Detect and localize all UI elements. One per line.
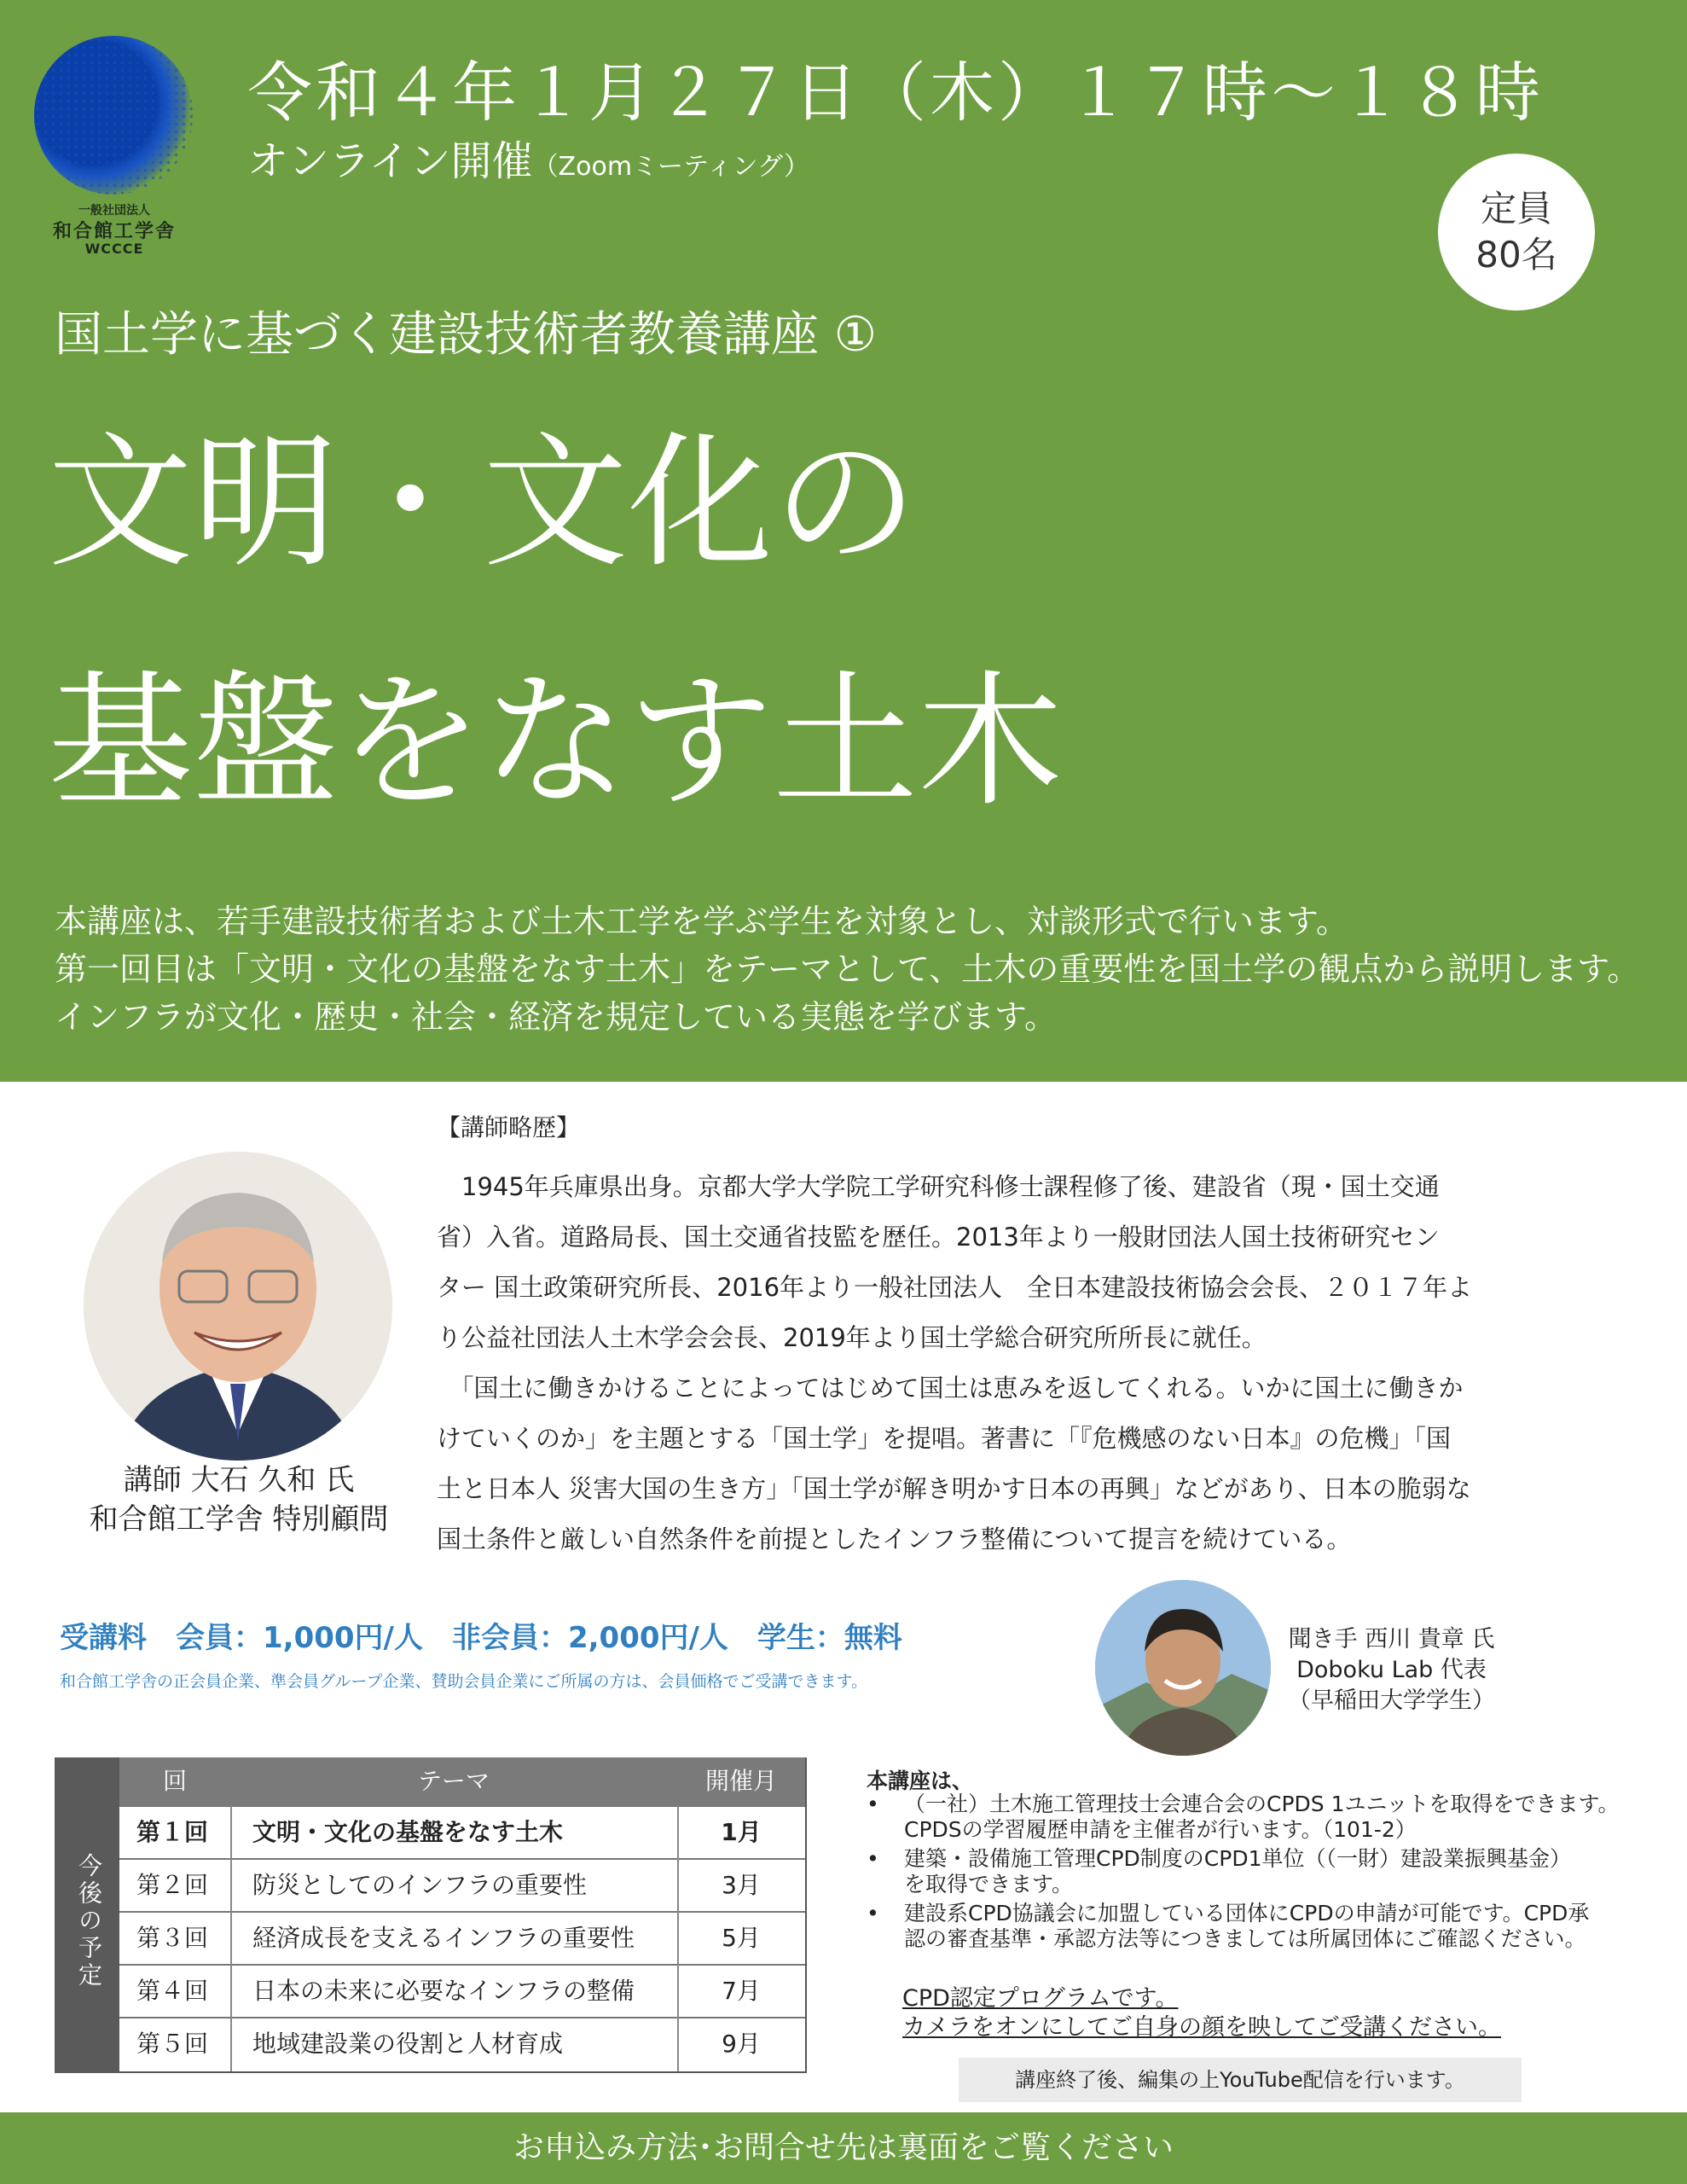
table-row (119, 1805, 805, 1858)
cpd-notes (902, 1984, 1501, 2042)
event-venue (247, 128, 809, 187)
interviewer-affil: （早稲田大学学生） (1288, 1687, 1495, 1714)
cpd-bullet (867, 1901, 1620, 1952)
row-no: 第４回 (136, 1977, 209, 2005)
row-month: 1月 (721, 1818, 762, 1846)
bio-line: 1945年兵庫県出身。京都大学大学院工学研究科修士課程修了後、建設省（現・国土交通 (437, 1172, 1440, 1201)
row-no: 第２回 (136, 1871, 209, 1899)
cpd-bullet-line: 建築・設備施工管理CPD制度のCPD1単位（（一財）建設業振興基金） (904, 1846, 1571, 1871)
bio-line: 省）入省。道路局長、国土交通省技監を歴任。2013年より一般財団法人国土技術研究セン (437, 1223, 1440, 1252)
cpd-list (867, 1792, 1620, 1952)
cpd-bullet-line: 建設系CPD協議会に加盟している団体にCPDの申請が可能です。CPD承 (904, 1901, 1590, 1926)
schedule-side-text: 今後の予定 (75, 1853, 103, 1989)
bio-text (437, 1162, 1472, 1565)
logo-org-type: 一般社団法人 (78, 204, 150, 218)
lecturer-role: 和合館工学舎 特別顧問 (89, 1502, 389, 1536)
row-month: 5月 (722, 1924, 761, 1952)
cpd-heading: 本講座は、 (867, 1769, 974, 1793)
event-date: 令和４年１月２７日（木）１７時〜１８時 (247, 55, 1544, 131)
bio-heading: 【講師略歴】 (437, 1113, 581, 1141)
bio-line: り公益社団法人土木学会会長、2019年より国土学総合研究所所長に就任。 (437, 1323, 1267, 1352)
series-title: 国土学に基づく建設技術者教養講座 ① (55, 307, 878, 363)
venue-text: オンライン開催 (247, 137, 533, 185)
row-theme: 日本の未来に必要なインフラの整備 (252, 1977, 635, 2005)
footer-bar: お申込み方法･お問合せ先は裏面をご覧ください (0, 2112, 1687, 2184)
main-title-line1: 文明・文化の (48, 419, 919, 588)
venue-note: （Zoomミーティング） (532, 152, 809, 182)
intro-line: 本講座は、若手建設技術者および土木工学を学ぶ学生を対象とし、対談形式で行います。 (55, 903, 1348, 940)
cpd-bullet-line: 認の審査基準・承認方法等につきましては所属団体にご確認ください。 (904, 1926, 1586, 1951)
lecturer-name: 講師 大石 久和 氏 (123, 1463, 355, 1497)
intro-line: 第一回目は「文明・文化の基盤をなす土木」をテーマとして、土木の重要性を国土学の観点から説明します。 (55, 950, 1640, 988)
bullet-mark: • (867, 1901, 879, 1926)
cpd-bullet (867, 1792, 1620, 1843)
table-row (119, 1858, 805, 1911)
row-no: 第３回 (136, 1924, 209, 1952)
bio-line: 土と日本人 災害大国の生き方」「国土学が解き明かす日本の再興」などがあり、日本の脆弱な (437, 1474, 1471, 1503)
table-row (119, 1964, 805, 2017)
row-month: 7月 (722, 1977, 761, 2005)
cpd-bullet-line: （一社）土木施工管理技士会連合会のCPDS 1ユニットを取得をできます。 (904, 1792, 1620, 1816)
lecturer-photo (84, 1152, 392, 1461)
cpd-bullet-line: を取得できます。 (904, 1872, 1074, 1896)
header-month: 開催月 (704, 1767, 777, 1795)
bullet-mark: • (867, 1846, 879, 1871)
table-row (119, 1911, 805, 1964)
interviewer-name: 聞き手 西川 貴章 氏 (1288, 1626, 1495, 1653)
logo-org-name: 和合館工学舎 (52, 221, 176, 242)
bio-line: ター 国土政策研究所長、2016年より一般社団法人 全日本建設技術協会会長、２０１７年よ (437, 1273, 1473, 1302)
cpd-bullet (867, 1846, 1620, 1897)
row-theme: 防災としてのインフラの重要性 (252, 1871, 588, 1899)
capacity-badge (1438, 154, 1595, 311)
row-theme: 地域建設業の役割と人材育成 (252, 2030, 564, 2058)
bullet-mark: • (867, 1792, 879, 1816)
table-divider (230, 1805, 232, 2071)
bio-line: 国土条件と厳しい自然条件を前提としたインフラ整備について提言を続けている。 (437, 1525, 1352, 1554)
row-theme: 経済成長を支えるインフラの重要性 (252, 1924, 635, 1952)
row-month: 3月 (722, 1871, 761, 1899)
table-row (119, 2017, 805, 2070)
interviewer-photo (1095, 1580, 1271, 1756)
capacity-label: 定員 (1480, 188, 1552, 229)
logo-halftone (34, 36, 193, 195)
row-no: 第１回 (136, 1818, 209, 1846)
cpd-bullet-line: CPDSの学習履歴申請を主催者が行います。（101-2） (904, 1817, 1417, 1842)
schedule-side-label (55, 1757, 119, 2073)
header-no: 回 (162, 1767, 187, 1795)
row-month: 9月 (722, 2030, 761, 2058)
youtube-note: 講座終了後、編集の上YouTube配信を行います。 (959, 2058, 1522, 2102)
main-title-line2: 基盤をなす土木 (48, 658, 1064, 827)
schedule-header (119, 1757, 805, 1805)
table-divider (677, 1805, 679, 2071)
bio-line: 「国土に働きかけることによってはじめて国土は恵みを返してくれる。いかに国土に働きか (437, 1374, 1464, 1403)
lecturer-caption (34, 1461, 443, 1539)
row-no: 第５回 (136, 2030, 209, 2058)
fee-note: 和合館工学舎の正会員企業、準会員グループ企業、賛助会員企業にご所属の方は、会員価格でご受講できます。 (60, 1672, 867, 1691)
interviewer-org: Doboku Lab 代表 (1296, 1657, 1487, 1683)
intro-line: インフラが文化・歴史・社会・経済を規定している実態を学びます。 (55, 998, 1057, 1036)
header-theme: テーマ (417, 1767, 490, 1795)
row-theme: 文明・文化の基盤をなす土木 (252, 1818, 564, 1846)
fee-line: 受講料 会員：1,000円/人 非会員：2,000円/人 学生：無料 (60, 1621, 902, 1655)
cpd-note-line: CPD認定プログラムです。 (902, 1985, 1179, 2012)
bio-line: けていくのか」を主題とする「国土学」を提唱。著書に「『危機感のない日本』の危機」「国 (437, 1424, 1452, 1453)
interviewer-caption (1288, 1624, 1495, 1716)
logo-org-abbr: WCCCE (84, 241, 144, 257)
intro-text (55, 897, 1639, 1041)
cpd-note-line: カメラをオンにしてご自身の顔を映してご受講ください。 (902, 2014, 1501, 2041)
capacity-value: 80名 (1475, 234, 1557, 276)
